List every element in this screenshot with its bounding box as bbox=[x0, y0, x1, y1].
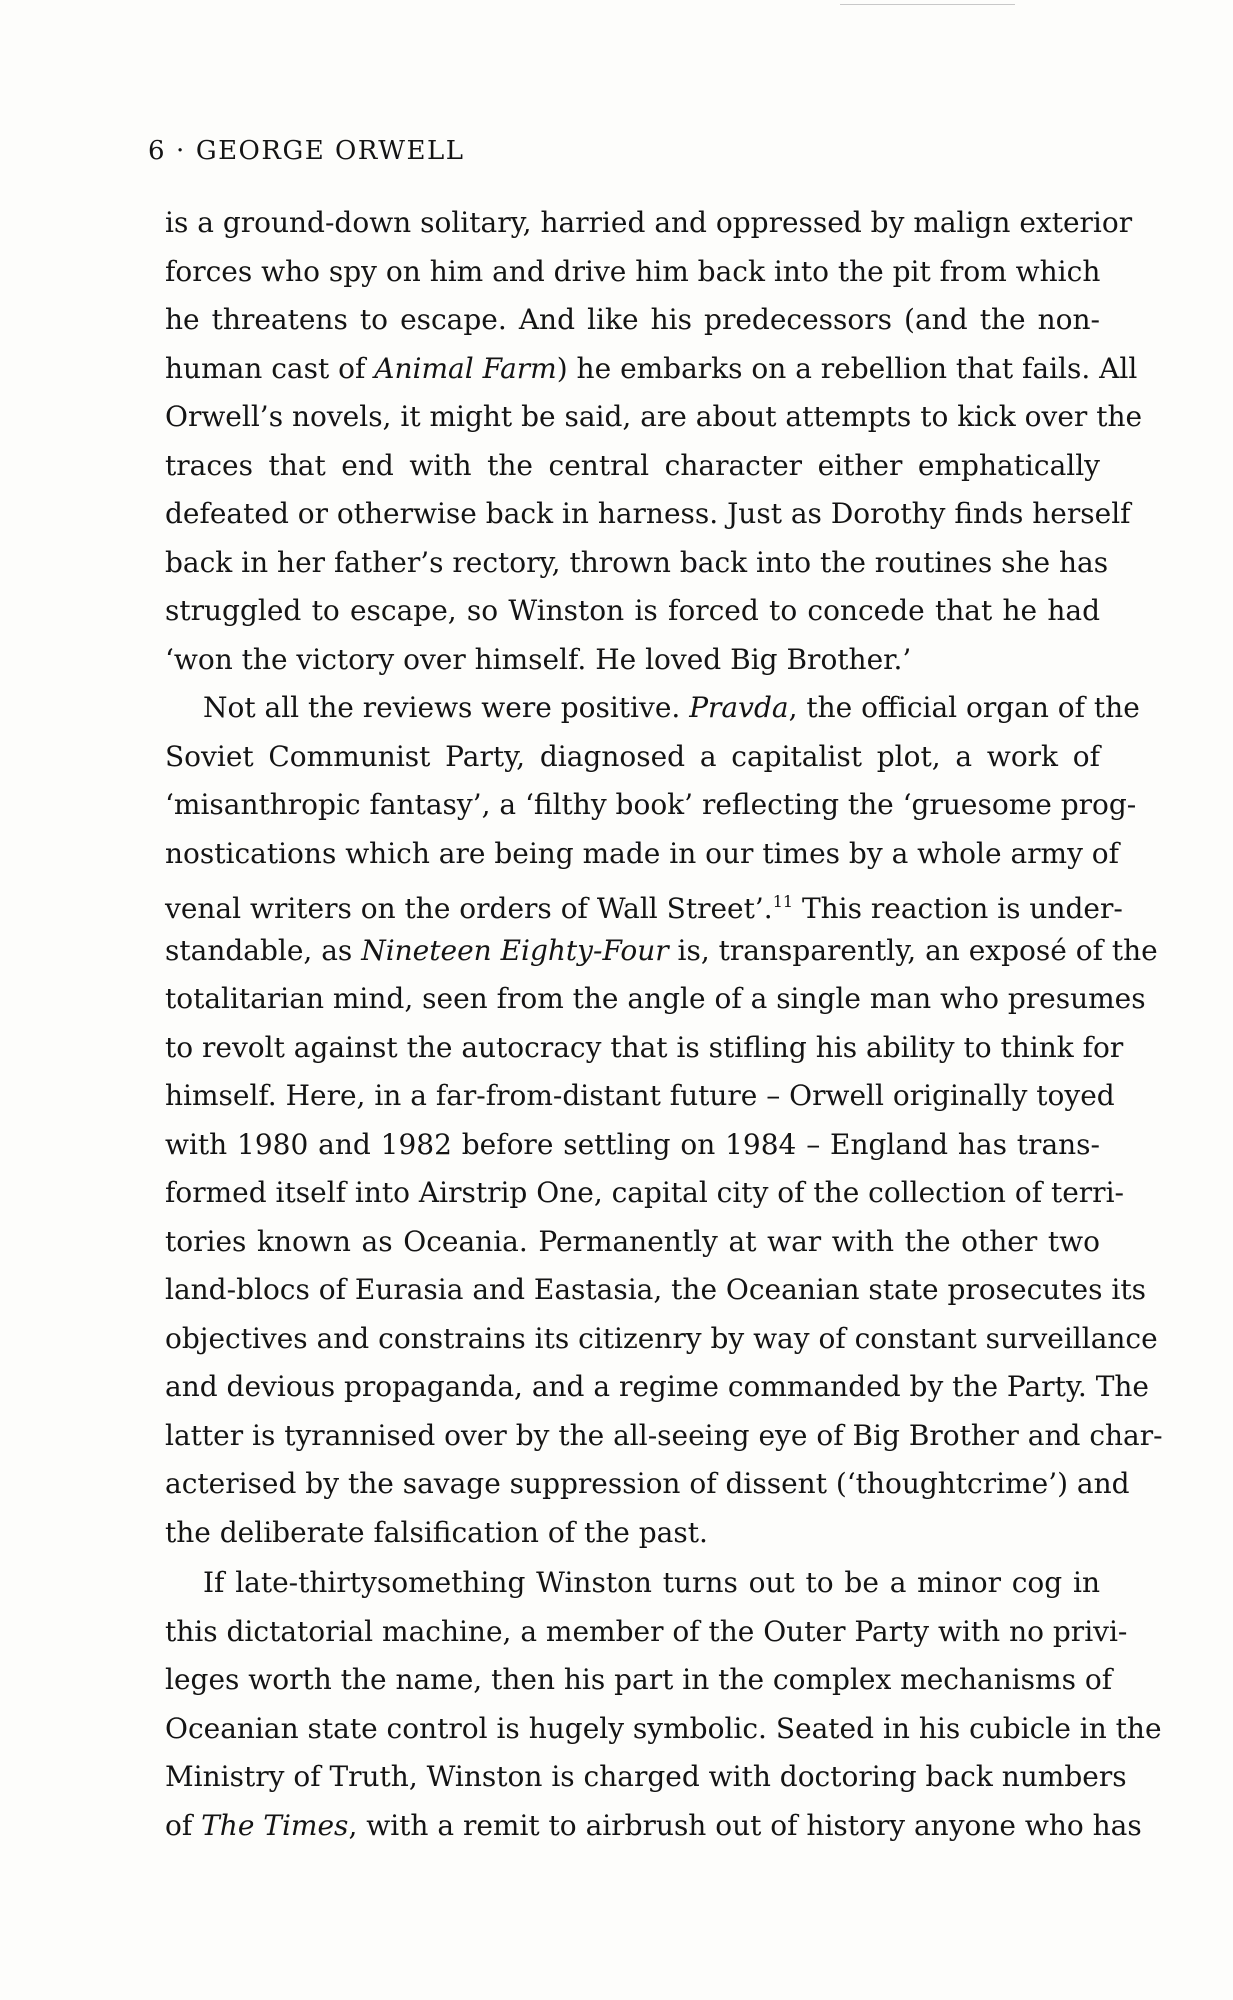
footnote-marker: 11 bbox=[772, 892, 794, 911]
paragraph bbox=[165, 684, 1163, 1557]
text-line: back in her father’s rectory, thrown back into the routines she has bbox=[165, 545, 1109, 579]
text-line: Orwell’s novels, it might be said, are about attempts to kick over the bbox=[165, 400, 1143, 433]
text-line: objectives and constrains its citizenry by way of constant surveillance bbox=[165, 1321, 1158, 1355]
text-line: this dictatorial machine, a member of the Outer Party with no privi- bbox=[165, 1614, 1128, 1648]
body-text bbox=[165, 199, 1163, 1850]
paragraph bbox=[165, 1559, 1162, 1850]
paragraph bbox=[165, 199, 1143, 684]
header-separator: · bbox=[176, 136, 186, 166]
text-line: he threatens to escape. And like his predecessors (and the non- bbox=[165, 303, 1100, 336]
text-line: land-blocs of Eurasia and Eastasia, the Oceanian state prosecutes its bbox=[165, 1273, 1146, 1306]
text-line: the deliberate falsification of the past. bbox=[165, 1515, 708, 1549]
text-line: to revolt against the autocracy that is stifling his ability to think for bbox=[165, 1030, 1124, 1064]
text-line: latter is tyrannised over by the all-seeing eye of Big Brother and char- bbox=[165, 1418, 1163, 1452]
text-line: Not all the reviews were positive. Pravda, the official organ of the bbox=[203, 691, 1140, 724]
text-line: is a ground-down solitary, harried and oppressed by malign exterior bbox=[165, 206, 1133, 239]
text-line: ‘misanthropic fantasy’, a ‘filthy book’ reflecting the ‘gruesome prog- bbox=[165, 788, 1137, 821]
text-line: venal writers on the orders of Wall Street’.$^{11}$ This reaction is under- bbox=[165, 892, 1123, 925]
text-line: of The Times, with a remit to airbrush out of history anyone who has bbox=[165, 1808, 1142, 1842]
newspaper-title-italic: Pravda bbox=[689, 691, 789, 724]
text-line: himself. Here, in a far-from-distant future – Orwell originally toyed bbox=[165, 1079, 1115, 1112]
text-line: Oceanian state control is hugely symbolic. Seated in his cubicle in the bbox=[165, 1711, 1162, 1745]
book-title-italic: Animal Farm bbox=[374, 351, 557, 385]
text-line: ‘won the victory over himself. He loved Big Brother.’ bbox=[165, 642, 912, 676]
text-line: standable, as Nineteen Eighty-Four is, transparently, an exposé of the bbox=[165, 933, 1158, 967]
running-head bbox=[148, 131, 465, 171]
newspaper-title-italic: The Times bbox=[201, 1808, 349, 1842]
book-title-italic: Nineteen Eighty-Four bbox=[361, 933, 669, 967]
text-line: nostications which are being made in our times by a whole army of bbox=[165, 836, 1120, 870]
text-line: leges worth the name, then his part in the complex mechanisms of bbox=[165, 1663, 1113, 1696]
text-line: tories known as Oceania. Permanently at war with the other two bbox=[165, 1224, 1100, 1258]
text-line: human cast of Animal Farm) he embarks on a rebellion that fails. All bbox=[165, 351, 1138, 385]
text-line: and devious propaganda, and a regime commanded by the Party. The bbox=[165, 1370, 1150, 1403]
text-line: formed itself into Airstrip One, capital city of the collection of terri- bbox=[165, 1176, 1124, 1209]
text-line: totalitarian mind, seen from the angle of a single man who presumes bbox=[165, 982, 1146, 1015]
running-head-title: GEORGE ORWELL bbox=[195, 136, 465, 166]
text-line: with 1980 and 1982 before settling on 1984 – England has trans- bbox=[165, 1127, 1100, 1161]
page-number: 6 bbox=[148, 136, 167, 166]
text-line: defeated or otherwise back in harness. Just as Dorothy finds herself bbox=[165, 497, 1131, 530]
scan-edge-rule bbox=[840, 4, 1015, 5]
text-line: traces that end with the central character either emphatically bbox=[165, 448, 1100, 482]
text-line: If late-thirtysomething Winston turns out to be a minor cog in bbox=[203, 1566, 1100, 1599]
text-line: Ministry of Truth, Winston is charged with doctoring back numbers bbox=[165, 1760, 1127, 1793]
text-line: Soviet Communist Party, diagnosed a capitalist plot, a work of bbox=[165, 739, 1100, 773]
text-line: forces who spy on him and drive him back into the pit from which bbox=[165, 254, 1101, 288]
text-line: struggled to escape, so Winston is forced to concede that he had bbox=[165, 594, 1100, 627]
text-line: acterised by the savage suppression of dissent (‘thoughtcrime’) and bbox=[165, 1467, 1130, 1500]
